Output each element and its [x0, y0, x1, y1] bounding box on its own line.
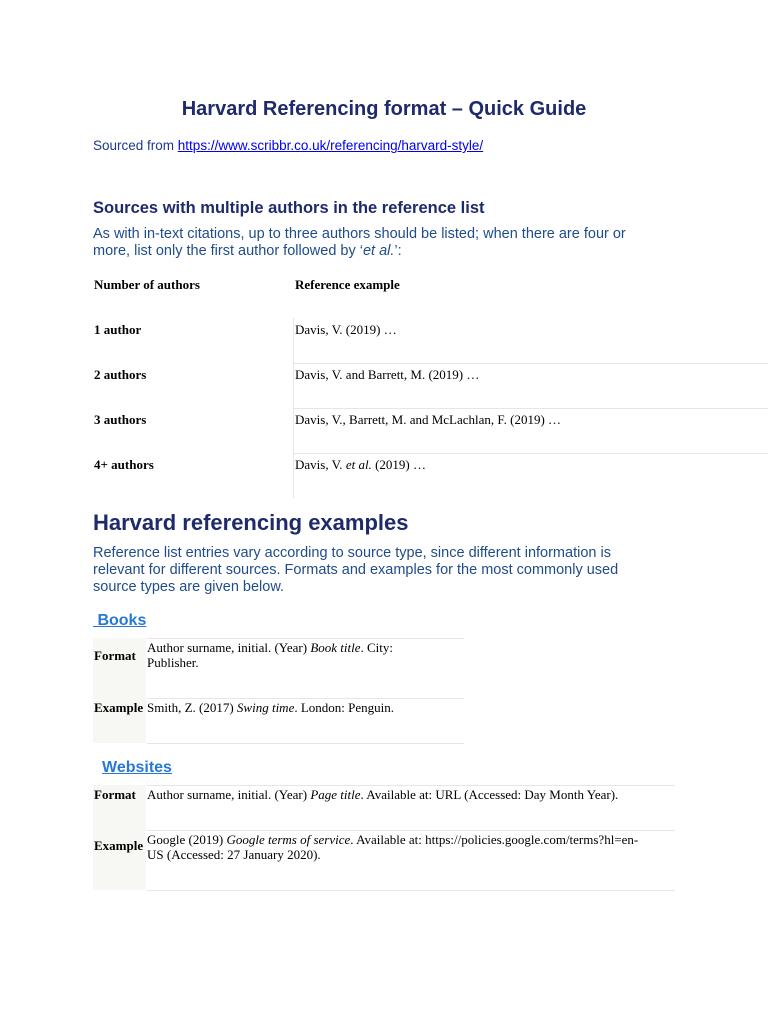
format-label: Format [93, 638, 146, 698]
multiple-authors-heading: Sources with multiple authors in the reference list [93, 199, 485, 217]
para-line: As with in-text citations, up to three authors should be listed; when there are four or [93, 226, 626, 242]
books-table [93, 638, 464, 743]
websites-table [93, 785, 675, 890]
table-row [93, 454, 768, 499]
row-label: 4+ authors [94, 457, 154, 472]
example-row [93, 830, 675, 890]
para-line: Reference list entries vary according to source type, since different information is [93, 545, 611, 561]
row-example: Davis, V., Barrett, M. and McLachlan, F. (2019) … [295, 412, 562, 427]
format-row [93, 785, 675, 830]
sourced-line [93, 138, 483, 153]
example-value: Smith, Z. (2017) Swing time. London: Penguin. [147, 700, 395, 715]
para-line: more, list only the first author followed by ‘et al.’: [93, 243, 402, 259]
row-example: Davis, V. et al. (2019) … [295, 457, 426, 472]
table-row [93, 364, 768, 409]
format-row [93, 638, 464, 698]
books-heading[interactable]: Books [93, 612, 147, 629]
format-value: Author surname, initial. (Year) Book title. City: Publisher. [147, 640, 394, 670]
websites-heading[interactable]: Websites [102, 759, 172, 776]
examples-heading: Harvard referencing examples [93, 510, 409, 535]
row-label: 1 author [94, 322, 142, 337]
example-label: Example [93, 830, 146, 890]
table-header-row [93, 274, 768, 319]
example-value: Google (2019) Google terms of service. Available at: https://policies.google.com/terms?hl=en- US (Accessed: 27 January 2020). [147, 832, 639, 862]
row-label: 3 authors [94, 412, 147, 427]
authors-table [93, 274, 768, 499]
sourced-prefix: Sourced from [93, 138, 178, 153]
table-row [93, 319, 768, 364]
page-title: Harvard Referencing format – Quick Guide [181, 98, 587, 120]
para-line: source types are given below. [93, 579, 285, 595]
column-header: Number of authors [94, 277, 200, 292]
table-row [93, 409, 768, 454]
example-row [93, 698, 464, 743]
column-header: Reference example [295, 277, 400, 292]
format-value: Author surname, initial. (Year) Page title. Available at: URL (Accessed: Day Month Year). [147, 787, 619, 802]
row-divider [147, 890, 675, 891]
para-line: relevant for different sources. Formats and examples for the most commonly used [93, 562, 619, 578]
example-label: Example [93, 698, 146, 743]
row-label: 2 authors [94, 367, 147, 382]
row-example: Davis, V. (2019) … [295, 322, 397, 337]
row-divider [147, 743, 464, 744]
examples-paragraph [93, 545, 618, 596]
source-link[interactable]: https://www.scribbr.co.uk/referencing/harvard-style/ [177, 138, 484, 153]
multiple-authors-paragraph [93, 226, 626, 260]
row-example: Davis, V. and Barrett, M. (2019) … [295, 367, 480, 382]
format-label: Format [93, 785, 146, 830]
